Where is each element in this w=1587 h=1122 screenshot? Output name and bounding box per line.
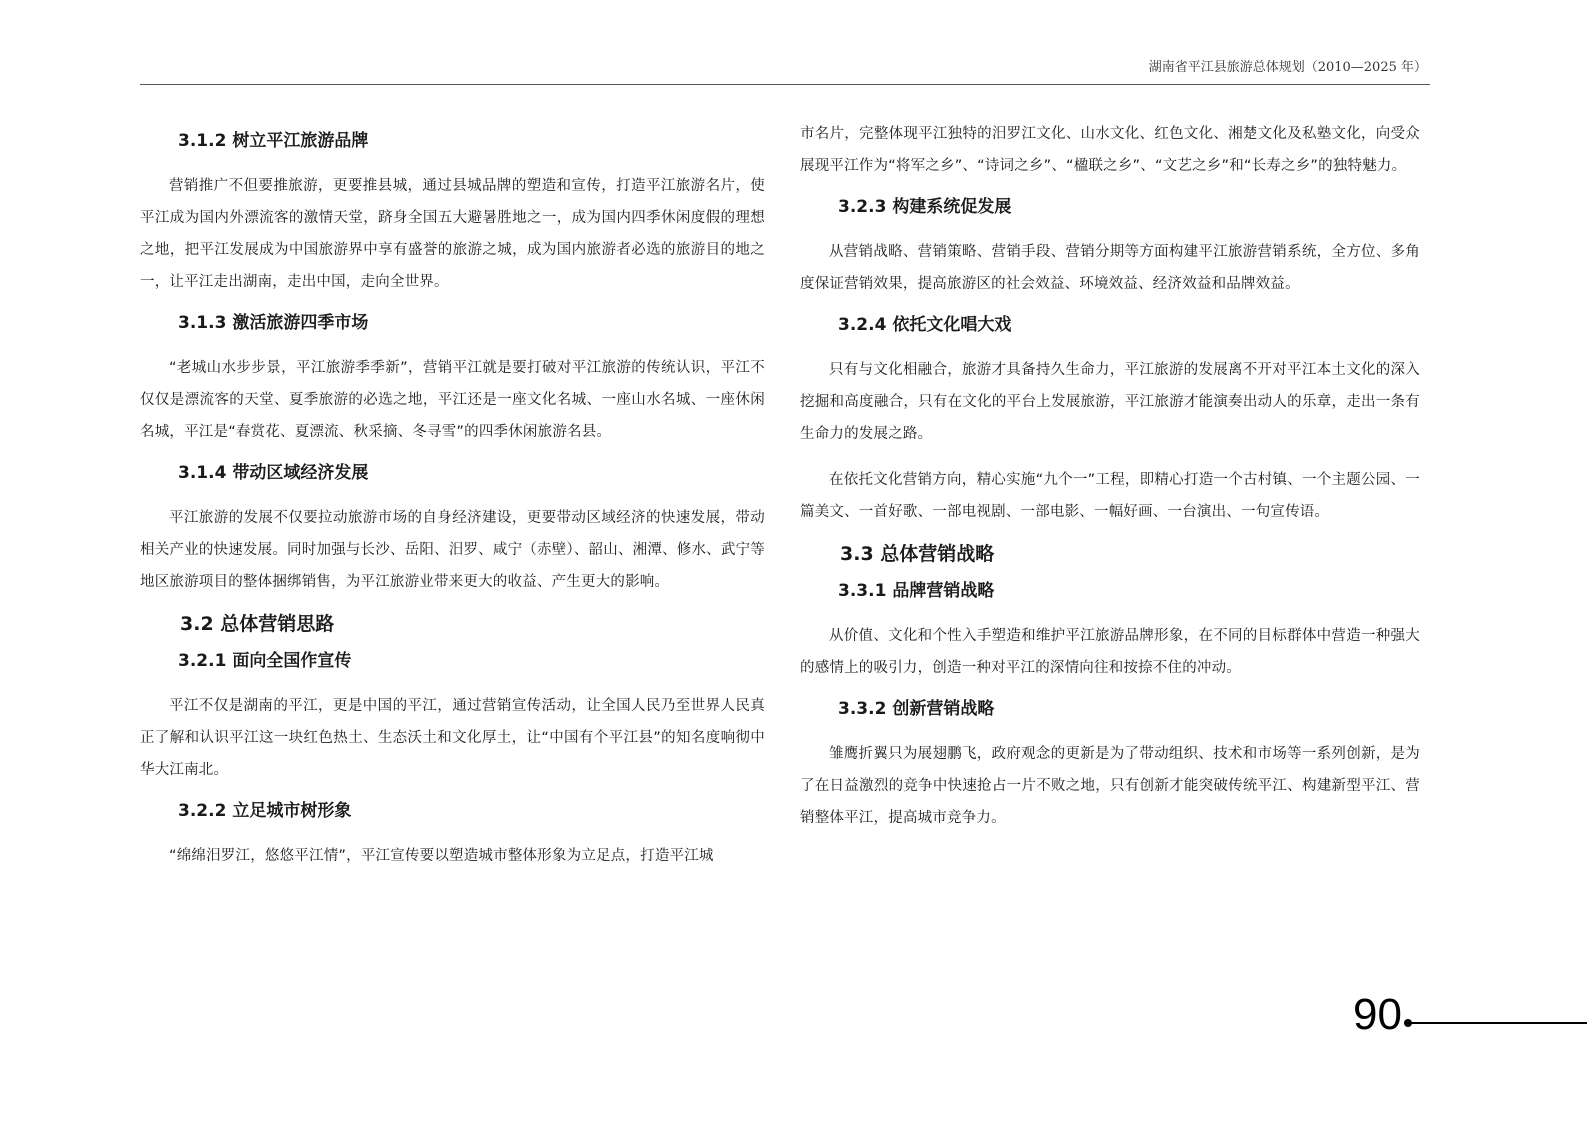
heading-3-2: 3.2 总体营销思路 xyxy=(180,613,335,635)
right-column xyxy=(800,118,1420,848)
document-header-title: 湖南省平江县旅游总体规划（2010—2025 年） xyxy=(1148,60,1427,75)
heading-3-3: 3.3 总体营销战略 xyxy=(840,543,995,565)
paragraph-3-3-2: 雏鹰折翼只为展翅鹏飞，政府观念的更新是为了带动组织、技术和市场等一系列创新，是为了在日益激烈的竞争中快速抢占一片不败之地，只有创新才能突破传统平江、构建新型平江、营销整体平江，提高城市竞争力。 xyxy=(800,746,1420,826)
paragraph-3-1-2: 营销推广不但要推旅游，更要推县城，通过县城品牌的塑造和宣传，打造平江旅游名片，使平江成为国内外漂流客的激情天堂，跻身全国五大避暑胜地之一，成为国内四季休闲度假的理想之地，把平江发展成为中国旅游界中享有盛誉的旅游之城，成为国内旅游者必选的旅游目的地之一，让平江走出湖南，走出中国，走向全世界。 xyxy=(140,178,765,290)
page-number-rule xyxy=(1410,1022,1587,1024)
paragraph-3-2-2-continued: 市名片，完整体现平江独特的汨罗江文化、山水文化、红色文化、湘楚文化及私塾文化，向受众展现平江作为“将军之乡”、“诗词之乡”、“楹联之乡”、“文艺之乡”和“长寿之乡”的独特魅力。 xyxy=(800,126,1420,174)
paragraph-3-2-2: “绵绵汨罗江，悠悠平江情”，平江宣传要以塑造城市整体形象为立足点，打造平江城 xyxy=(169,848,714,864)
heading-3-2-4: 3.2.4 依托文化唱大戏 xyxy=(838,315,1012,335)
heading-3-2-3: 3.2.3 构建系统促发展 xyxy=(838,197,1012,217)
heading-3-3-1: 3.3.1 品牌营销战略 xyxy=(838,581,995,601)
paragraph-3-1-4: 平江旅游的发展不仅要拉动旅游市场的自身经济建设，更要带动区域经济的快速发展，带动相关产业的快速发展。同时加强与长沙、岳阳、汨罗、咸宁（赤壁）、韶山、湘潭、修水、武宁等地区旅游项目的整体捆绑销售，为平江旅游业带来更大的收益、产生更大的影响。 xyxy=(140,510,765,590)
header-divider xyxy=(140,84,1430,85)
paragraph-3-2-4-a: 只有与文化相融合，旅游才具备持久生命力，平江旅游的发展离不开对平江本土文化的深入挖掘和高度融合，只有在文化的平台上发展旅游，平江旅游才能演奏出动人的乐章，走出一条有生命力的发展之路。 xyxy=(800,362,1420,442)
paragraph-3-2-1: 平江不仅是湖南的平江，更是中国的平江，通过营销宣传活动，让全国人民乃至世界人民真正了解和认识平江这一块红色热土、生态沃土和文化厚土，让“中国有个平江县”的知名度响彻中华大江南北。 xyxy=(140,698,765,778)
paragraph-3-3-1: 从价值、文化和个性入手塑造和维护平江旅游品牌形象，在不同的目标群体中营造一种强大的感情上的吸引力，创造一种对平江的深情向往和按捺不住的冲动。 xyxy=(800,628,1420,676)
paragraph-3-2-3: 从营销战略、营销策略、营销手段、营销分期等方面构建平江旅游营销系统，全方位、多角度保证营销效果，提高旅游区的社会效益、环境效益、经济效益和品牌效益。 xyxy=(800,244,1420,292)
paragraph-3-2-4-b: 在依托文化营销方向，精心实施“九个一”工程，即精心打造一个古村镇、一个主题公园、一篇美文、一首好歌、一部电视剧、一部电影、一幅好画、一台演出、一句宣传语。 xyxy=(800,472,1420,520)
heading-3-2-1: 3.2.1 面向全国作宣传 xyxy=(178,651,352,671)
heading-3-2-2: 3.2.2 立足城市树形象 xyxy=(178,801,352,821)
heading-3-1-3: 3.1.3 激活旅游四季市场 xyxy=(178,313,369,333)
paragraph-3-1-3: “老城山水步步景，平江旅游季季新”，营销平江就是要打破对平江旅游的传统认识，平江不仅仅是漂流客的天堂、夏季旅游的必选之地，平江还是一座文化名城、一座山水名城、一座休闲名城，平江是“春赏花、夏漂流、秋采摘、冬寻雪”的四季休闲旅游名县。 xyxy=(140,360,765,440)
heading-3-1-4: 3.1.4 带动区域经济发展 xyxy=(178,463,369,483)
left-column xyxy=(140,120,765,886)
heading-3-3-2: 3.3.2 创新营销战略 xyxy=(838,699,995,719)
heading-3-1-2: 3.1.2 树立平江旅游品牌 xyxy=(178,131,369,151)
page-number: 90 xyxy=(1353,990,1402,1039)
